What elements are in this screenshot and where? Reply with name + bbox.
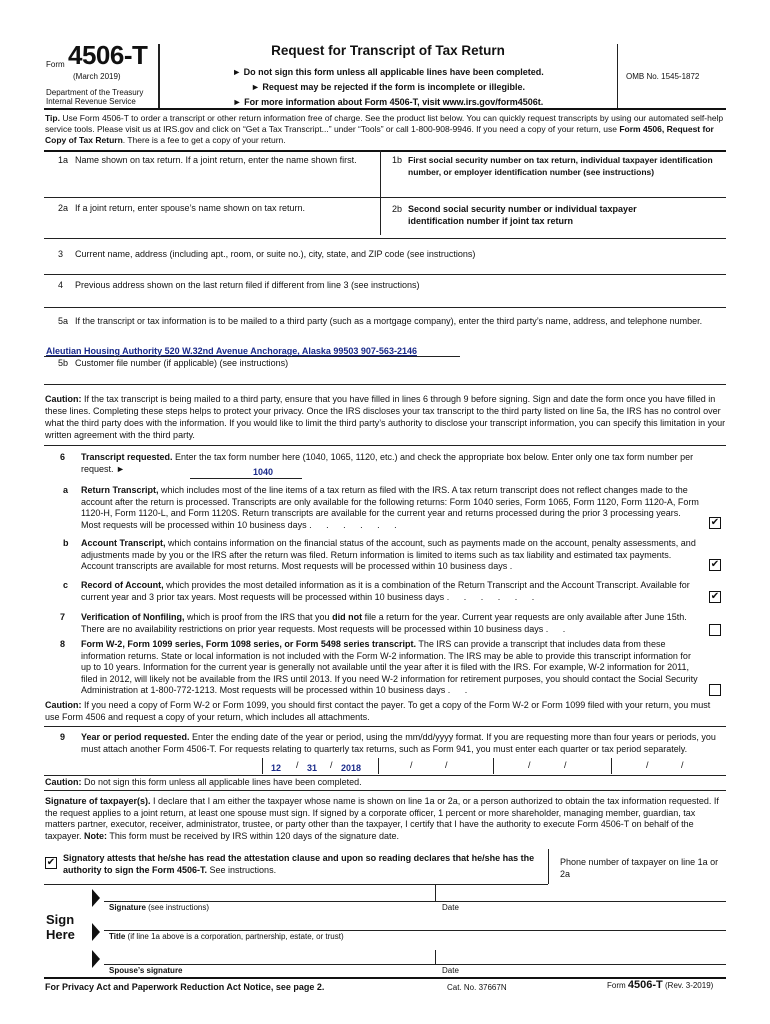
- period-3-slash-2: /: [564, 760, 567, 770]
- line-6-num: 6: [60, 452, 66, 462]
- spouse-signature-label: Spouse’s signature: [109, 966, 183, 975]
- notice-more-info: ► For more information about Form 4506-T, visit www.irs.gov/form4506t.: [232, 97, 544, 107]
- date-label-2: Date: [442, 966, 459, 975]
- period-1-slash-1: /: [296, 760, 299, 770]
- attest-checkbox[interactable]: ✔: [46, 857, 56, 868]
- form-revision: (March 2019): [73, 72, 121, 81]
- arrow-1-icon: [92, 889, 100, 907]
- third-party-input[interactable]: Aleutian Housing Authority 520 W.32nd Avenue Anchorage, Alaska 99503 907-563-2146: [46, 346, 417, 356]
- line-5b-num: 5b: [58, 358, 69, 368]
- previous-address-input[interactable]: [44, 292, 726, 307]
- line-6b-letter: b: [63, 538, 69, 548]
- form-label: Form: [46, 60, 65, 69]
- w2-1099-transcript-checkbox[interactable]: [709, 684, 721, 696]
- line-6a-letter: a: [63, 485, 69, 495]
- line-6c-text: Record of Account, which provides the most detailed information as it is a combination of the Return Transcript and the Account Transcript. Available for current year and 3 prior tax years. Most requests will be processed within 10 business days . . . . . .: [81, 580, 690, 602]
- line-7-text: Verification of Nonfiling, which is proof from the IRS that you did not file a return for the year. Current year requests are only available after June 15th. There are no availability restrictions on prior year requests. Most requests will be processed within 10 business days . .: [81, 612, 687, 634]
- ssn-1b-input[interactable]: [381, 178, 726, 198]
- ssn-2b-input[interactable]: [381, 226, 726, 238]
- tip-paragraph: Tip. Use Form 4506-T to order a transcript or other return information free of charge. See the product list below. You can quickly request transcripts by using our automated self-help service tools. Please visit us at IRS.gov and click on “Get a Tax Transcript...” under “Tools” or call 1-800-908-9946. If you need a copy of your return, use Form 4506, Request for Copy of Tax Return. There is a fee to get a copy of your return.: [45, 113, 724, 145]
- line-5a-label: If the transcript or tax information is to be mailed to a third party (such as a mortgage company), enter the third party’s name, address, and telephone number.: [75, 316, 703, 326]
- line-5b-label: Customer file number (if applicable) (see instructions): [75, 358, 289, 368]
- caution-do-not-sign: Caution: Do not sign this form unless all applicable lines have been completed.: [45, 777, 362, 787]
- line-6-label: Transcript requested. Enter the tax form number here (1040, 1065, 1120, etc.) and check the appropriate box below. Enter only one tax form number per request. ►: [81, 452, 694, 474]
- signature-label: Signature (see instructions): [109, 903, 210, 912]
- customer-file-input[interactable]: [44, 370, 726, 384]
- dept-treasury: Department of the Treasury: [46, 88, 144, 97]
- return-transcript-checkbox[interactable]: ✔: [710, 517, 720, 528]
- period-1-month[interactable]: 12: [271, 763, 282, 773]
- period-1-day[interactable]: 31: [307, 763, 318, 773]
- attest-text: Signatory attests that he/she has read the attestation clause and upon so reading declares that he/she has the authority to sign the Form 4506-T. See instructions.: [63, 853, 535, 875]
- sign-here-label: Sign Here: [46, 912, 75, 942]
- footer-form: Form 4506-T (Rev. 3-2019): [607, 979, 714, 991]
- signature-declaration: Signature of taxpayer(s). I declare that I am either the taxpayer whose name is shown on line 1a or 2a, or a person authorized to obtain the tax information requested. If the request applies to a joint return, at least one spouse must sign. If signed by a corporate officer, 1 percent or more shareholder, managing member, guardian, tax matters partner, executor, receiver, administrator, trustee, or party other than the taxpayer, I certify that I have the authority to execute Form 4506-T on behalf of the taxpayer. Note: This form must be received by IRS within 120 days of the signature date.: [45, 796, 719, 841]
- line-5a-num: 5a: [58, 316, 69, 326]
- omb-number: OMB No. 1545-1872: [626, 72, 700, 81]
- line-6b-text: Account Transcript, which contains information on the financial status of the account, such as payments made on the account, penalty assessments, and adjustments made by you or the IRS after the return was filed. Return information is limited to items such as tax liability and estimated tax payments. Account transcripts are available for most returns. Most requests will be processed within 10 business days .: [81, 538, 696, 571]
- catalog-number: Cat. No. 37667N: [447, 983, 507, 992]
- caution-w2: Caution: If you need a copy of Form W-2 or Form 1099, you should first contact the payer. To get a copy of the Form W-2 or Form 1099 filed with your return, you must use Form 4506 and request a copy of your return, which includes all attachments.: [45, 700, 711, 722]
- line-3-num: 3: [58, 249, 64, 259]
- line-4-label: Previous address shown on the last return filed if different from line 3 (see instructions): [75, 280, 420, 290]
- title-input[interactable]: [104, 914, 726, 929]
- period-1-year[interactable]: 2018: [341, 763, 362, 773]
- line-8-text: Form W-2, Form 1099 series, Form 1098 series, or Form 5498 series transcript. The IRS can provide a transcript that includes data from these information returns. State or local information is not included with the Form W-2 information. The IRS may be able to provide this transcript information for up to 10 years. Information for the current year is generally not available until the year after it is filed with the IRS. For example, W-2 information for 2011, filed in 2012, will likely not be available from the IRS until 2013. If you need W-2 information for retirement purposes, you should contact the Social Security Administration at 1-800-772-1213. Most requests will be processed within 10 business days . .: [81, 639, 698, 695]
- line-6a-text: Return Transcript, which includes most of the line items of a tax return as filed with the IRS. A tax return transcript does not reflect changes made to the account after the return is processed. Transcripts are only available for the following returns: Form 1040 series, Form 1065, Form 1120, Form 1120-A, Form 1120-H, Form 1120-L, and Form 1120S. Return transcripts are available for the current year and returns processed during the prior 3 processing years. Most requests will be processed within 10 business days . . . . . .: [81, 485, 699, 530]
- caution-third-party: Caution: If the tax transcript is being mailed to a third party, ensure that you have filled in lines 6 through 9 before signing. Sign and date the form once you have filled in these lines. Completing these steps helps to protect your privacy. Once the IRS discloses your tax transcript to the third party listed on line 5a, the IRS has no control over what the third party does with the information. If you would like to limit the third party’s authority to disclose your transcript information, you can specify this limitation in your written agreement with the third party.: [45, 394, 726, 440]
- signature-date-input[interactable]: [436, 885, 726, 900]
- spouse-date-input[interactable]: [436, 944, 726, 964]
- tax-form-number-input[interactable]: 1040: [253, 467, 274, 477]
- irs-label: Internal Revenue Service: [46, 97, 136, 106]
- spouse-signature-input[interactable]: [104, 944, 434, 964]
- line-4-num: 4: [58, 280, 64, 290]
- line-9-num: 9: [60, 732, 66, 742]
- line-9-text: Year or period requested. Enter the ending date of the year or period, using the mm/dd/yyyy format. If you are requesting more than four years or periods, you must attach another Form 4506-T. For requests relating to quarterly tax returns, such as Form 941, you must enter each quarter or tax period separately.: [81, 732, 716, 754]
- arrow-3-icon: [92, 950, 100, 968]
- account-transcript-checkbox[interactable]: ✔: [710, 559, 720, 570]
- line-6c-letter: c: [63, 580, 69, 590]
- address-input[interactable]: [44, 261, 726, 274]
- line-7-num: 7: [60, 612, 66, 622]
- line-2b-num: 2b: [392, 204, 403, 214]
- spouse-name-input[interactable]: [44, 218, 379, 235]
- line-1a-num: 1a: [58, 155, 69, 165]
- line-1b-label: First social security number on tax return, individual taxpayer identification number, or employer identification number (see instructions): [408, 155, 713, 177]
- period-1-slash-2: /: [330, 760, 333, 770]
- arrow-2-icon: [92, 923, 100, 941]
- form-number: 4506-T: [68, 40, 148, 70]
- period-4-slash-2: /: [681, 760, 684, 770]
- notice-rejected: ► Request may be rejected if the form is incomplete or illegible.: [251, 82, 525, 92]
- date-label-1: Date: [442, 903, 459, 912]
- signature-input[interactable]: [104, 885, 434, 900]
- line-1a-label: Name shown on tax return. If a joint return, enter the name shown first.: [75, 155, 357, 165]
- name-1a-input[interactable]: [44, 178, 379, 198]
- line-2a-label: If a joint return, enter spouse’s name shown on tax return.: [75, 203, 305, 213]
- privacy-notice: For Privacy Act and Paperwork Reduction Act Notice, see page 2.: [45, 982, 325, 992]
- line-2b-label: Second social security number or individual taxpayer identification number if joint tax return: [408, 204, 637, 226]
- period-3-slash-1: /: [528, 760, 531, 770]
- period-2-slash-2: /: [445, 760, 448, 770]
- title-label: Title (if line 1a above is a corporation, partnership, estate, or trust): [109, 932, 344, 941]
- line-1b-num: 1b: [392, 155, 403, 165]
- line-2a-num: 2a: [58, 203, 69, 213]
- phone-label: Phone number of taxpayer on line 1a or 2a: [560, 857, 719, 879]
- notice-do-not-sign: ► Do not sign this form unless all applicable lines have been completed.: [232, 67, 544, 77]
- line-3-label: Current name, address (including apt., room, or suite no.), city, state, and ZIP code (see instructions): [75, 249, 476, 259]
- verification-nonfiling-checkbox[interactable]: [709, 624, 721, 636]
- record-of-account-checkbox[interactable]: ✔: [710, 591, 720, 602]
- period-2-slash-1: /: [410, 760, 413, 770]
- period-4-slash-1: /: [646, 760, 649, 770]
- form-title: Request for Transcript of Tax Return: [271, 43, 505, 58]
- line-8-num: 8: [60, 639, 66, 649]
